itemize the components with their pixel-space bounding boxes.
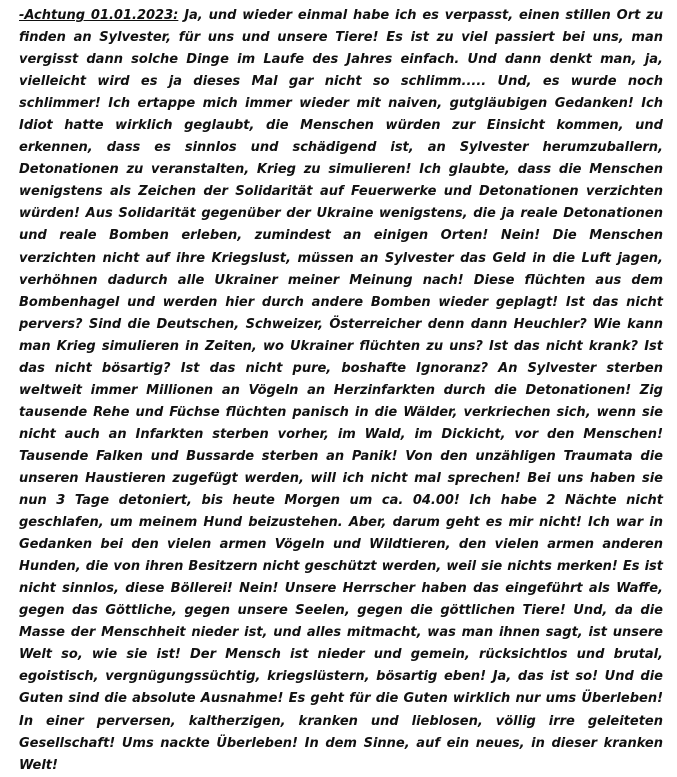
- post-body-text: Ja, und wieder einmal habe ich es verpasst, einen stillen Ort zu finden an Sylvester, für uns und unsere Tiere! Es ist zu viel passiert bei uns, man vergisst dann solche Dinge im Laufe des Jahres einfach. Und dann denkt man, ja, vielleicht wird es ja dieses Mal gar nicht so schlimm..... Und, es wurde noch schlimmer! Ich ertappe mich immer wieder mit naiven, gutgläubigen Gedanken! Ich Idiot hatte wirklich geglaubt, die Menschen würden zur Einsicht kommen, und erkennen, dass es sinnlos und schädigend ist, an Sylvester herumzuballern, Detonationen zu veranstalten, Krieg zu simulieren! Ich glaubte, dass die Menschen wenigstens als Zeichen der Solidarität auf Feuerwerke und Detonationen verzichten würden! Aus Solidarität gegenüber der Ukraine wenigstens, die ja reale Detonationen und reale Bomben erleben, zumindest an einigen Orten! Nein! Die Menschen verzichten nicht auf ihre Kriegslust, müssen an Sylvester das Geld in die Luft jagen, verhöhnen dadurch alle Ukrainer meiner Meinung nach! Diese flüchten aus dem Bombenhagel und werden hier durch andere Bomben wieder geplagt! Ist das nicht pervers? Sind die Deutschen, Schweizer, Österreicher denn dann Heuchler? Wie kann man Krieg simulieren in Zeiten, wo Ukrainer flüchten zu uns? Ist das nicht krank? Ist das nicht bösartig? Ist das nicht pure, boshafte Ignoranz? An Sylvester sterben weltweit immer Millionen an Vögeln an Herzinfarkten durch die Detonationen! Zig tausende Rehe und Füchse flüchten panisch in die Wälder, verkriechen sich, wenn sie nicht auch an Infarkten sterben vorher, im Wald, im Dickicht, vor den Menschen! Tausende Falken und Bussarde sterben an Panik! Von den unzähligen Traumata die unseren Haustieren zugefügt werden, will ich nicht mal sprechen! Bei uns haben sie nun 3 Tage detoniert, bis heute Morgen um ca. 04.00! Ich habe 2 Nächte nicht geschlafen, um meinem Hund beizustehen. Aber, darum geht es mir nicht! Ich war in Gedanken bei den vielen armen Vögeln und Wildtieren, den vielen armen anderen Hunden, die von ihren Besitzern nicht geschützt werden, weil sie nichts merken! Es ist nicht sinnlos, diese Böllerei! Nein! Unsere Herrscher haben das eingeführt als Waffe, gegen das Göttliche, gegen unsere Seelen, gegen die göttlichen Tiere! Und, da die Masse der Menschheit nieder ist, und alles mitmacht, was man ihnen sagt, ist unsere Welt so, wie sie ist! Der Mensch ist nieder und gemein, rücksichtlos und brutal, egoistisch, vergnügungssüchtig, kriegslüstern, bösartig eben! Ja, das ist so! Und die Guten sind die absolute Ausnahme! Es geht für die Guten wirklich nur ums Überleben! In einer perversen, kaltherzigen, kranken und lieblosen, völlig irre geleiteten Gesellschaft! Ums nackte Überleben! In dem Sinne, auf ein neues, in dieser kranken Welt!: [19, 8, 664, 773]
- post-paragraph: [19, 0, 663, 777]
- post-date-heading[interactable]: -Achtung 01.01.2023:: [19, 8, 179, 23]
- document-page: [19, 0, 664, 773]
